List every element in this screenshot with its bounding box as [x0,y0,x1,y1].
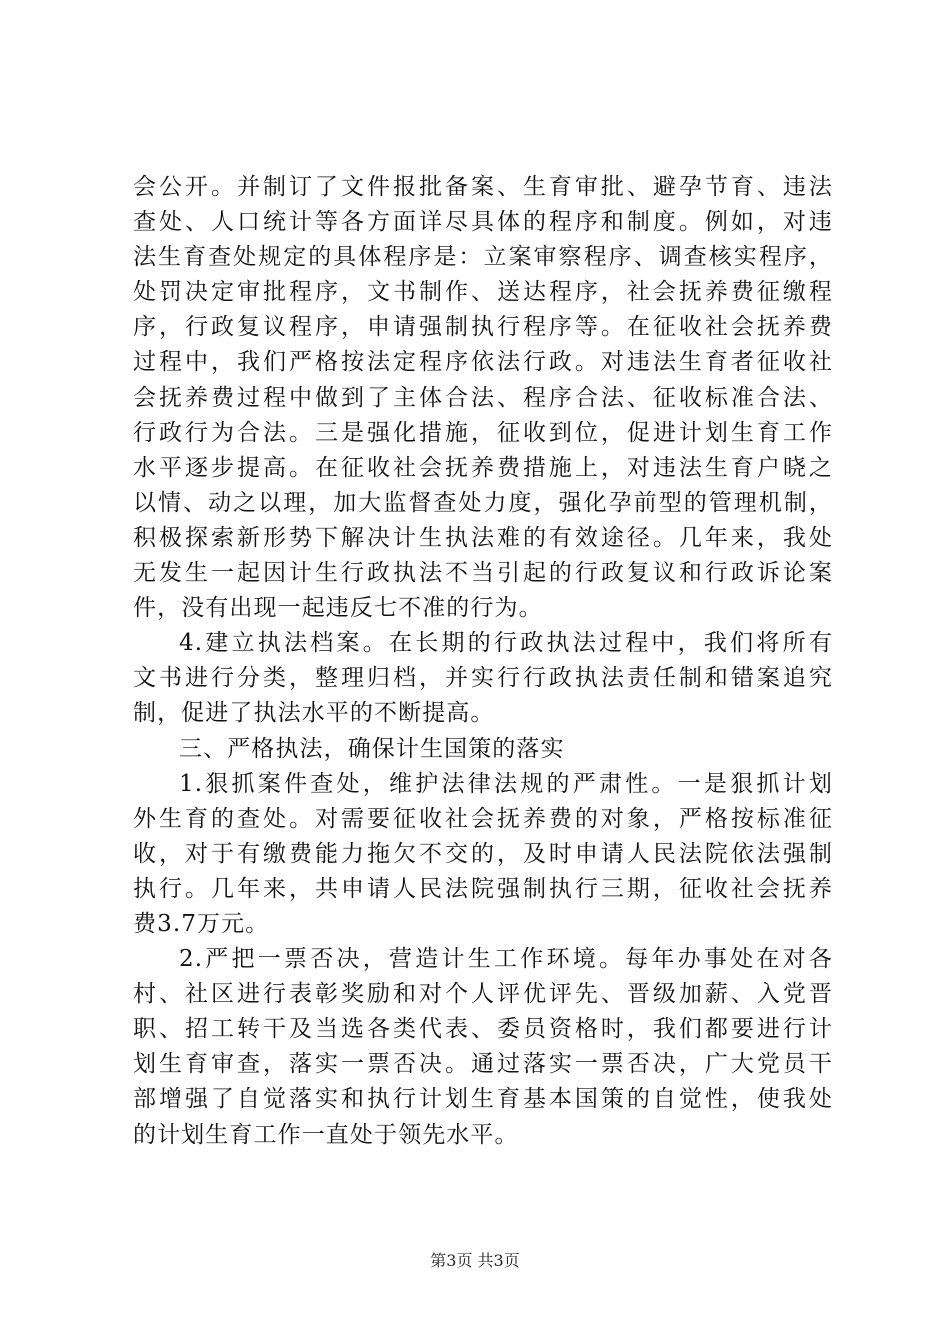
text-line: 积极探索新形势下解决计生执法难的有效途径。几年来，我处 [133,524,833,551]
text-line: 会抚养费过程中做到了主体合法、程序合法、征收标准合法、 [133,384,833,411]
text-line: 法生育查处规定的具体程序是：立案审察程序、调查核实程序， [133,244,833,271]
text-line: 费3.7万元。 [133,910,270,937]
page-footer: 第3页 共3页 [430,1251,520,1270]
text-line: 2.严把一票否决，营造计生工作环境。每年办事处在对各 [179,946,833,973]
text-line: 4.建立执法档案。在长期的行政执法过程中，我们将所有 [179,630,833,657]
text-line: 部增强了自觉落实和执行计划生育基本国策的自觉性，使我处 [133,1086,833,1113]
text-line: 文书进行分类，整理归档，并实行行政执法责任制和错案追究 [133,665,833,692]
text-line: 1.狠抓案件查处，维护法律法规的严肃性。一是狠抓计划 [179,770,833,797]
text-line: 件，没有出现一起违反七不准的行为。 [133,595,543,622]
text-line: 村、社区进行表彰奖励和对个人评优评先、晋级加薪、入党晋 [133,981,833,1008]
document-body [133,170,833,1153]
text-line: 的计划生育工作一直处于领先水平。 [133,1121,519,1148]
text-line: 序，行政复议程序，申请强制执行程序等。在征收社会抚养费 [133,314,833,341]
text-line: 外生育的查处。对需要征收社会抚养费的对象，严格按标准征 [133,805,833,832]
text-line: 查处、人口统计等各方面详尽具体的程序和制度。例如，对违 [133,209,833,236]
text-line: 以情、动之以理，加大监督查处力度，强化孕前型的管理机制， [133,489,833,516]
text-line: 水平逐步提高。在征收社会抚养费措施上，对违法生育户晓之 [133,454,833,481]
text-line: 划生育审查，落实一票否决。通过落实一票否决，广大党员干 [133,1051,833,1078]
text-line: 处罚决定审批程序，文书制作、送达程序，社会抚养费征缴程 [133,279,833,306]
text-line: 过程中，我们严格按法定程序依法行政。对违法生育者征收社 [133,349,833,376]
text-line: 三、严格执法，确保计生国策的落实 [179,735,565,762]
text-line: 执行。几年来，共申请人民法院强制执行三期，征收社会抚养 [133,875,833,902]
text-line: 无发生一起因计生行政执法不当引起的行政复议和行政诉论案 [133,560,833,587]
text-line: 制，促进了执法水平的不断提高。 [133,700,495,727]
text-line: 会公开。并制订了文件报批备案、生育审批、避孕节育、违法 [133,174,833,200]
text-line: 行政行为合法。三是强化措施，征收到位，促进计划生育工作 [133,419,833,446]
text-line: 收，对于有缴费能力拖欠不交的，及时申请人民法院依法强制 [133,840,833,867]
text-line: 职、招工转干及当选各类代表、委员资格时，我们都要进行计 [133,1016,833,1043]
